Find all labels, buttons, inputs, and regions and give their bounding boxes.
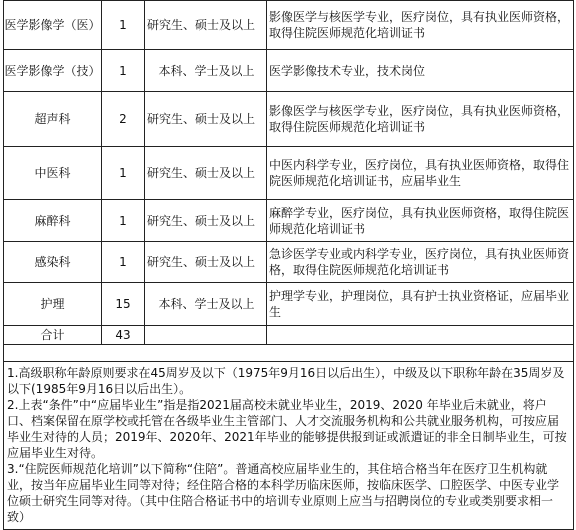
table-row bbox=[4, 283, 574, 326]
education-requirement: 研究生、硕士及以上 bbox=[145, 1, 267, 50]
recruitment-table-sheet bbox=[3, 0, 573, 524]
headcount: 15 bbox=[102, 283, 145, 326]
position-requirement: 医学影像技术专业，技术岗位 bbox=[267, 50, 574, 92]
table-row bbox=[4, 200, 574, 242]
total-label: 合计 bbox=[4, 326, 102, 345]
blank-cell bbox=[4, 345, 574, 362]
position-name: 护理 bbox=[4, 283, 102, 326]
headcount: 1 bbox=[102, 147, 145, 200]
position-requirement: 中医内科学专业，医疗岗位，具有执业医师资格，取得住院医师规范化培训证书，应届毕业生 bbox=[267, 147, 574, 200]
total-value: 43 bbox=[102, 326, 145, 345]
notes-row bbox=[4, 362, 574, 530]
spacer-row bbox=[4, 345, 574, 362]
total-row bbox=[4, 326, 574, 345]
notes-cell bbox=[4, 362, 574, 530]
headcount: 1 bbox=[102, 242, 145, 283]
table-row bbox=[4, 147, 574, 200]
education-requirement: 本科、学士及以上 bbox=[145, 50, 267, 92]
position-requirement: 影像医学与核医学专业，医疗岗位，具有执业医师资格，取得住院医师规范化培训证书 bbox=[267, 92, 574, 147]
headcount: 2 bbox=[102, 92, 145, 147]
table-row bbox=[4, 92, 574, 147]
total-empty-cell bbox=[145, 326, 267, 345]
position-name: 中医科 bbox=[4, 147, 102, 200]
education-requirement: 研究生、硕士及以上 bbox=[145, 92, 267, 147]
headcount: 1 bbox=[102, 1, 145, 50]
headcount: 1 bbox=[102, 200, 145, 242]
position-requirement: 急诊医学专业或内科学专业，医疗岗位，具有执业医师资格，取得住院医师规范化培训证书 bbox=[267, 242, 574, 283]
position-name: 超声科 bbox=[4, 92, 102, 147]
table-row bbox=[4, 1, 574, 50]
note-3: 3.“住院医师规范化培训”以下简称“住陪”。普通高校应届毕业生的，其住培合格当年在医疗卫生机构就业，按当年应届毕业生同等对待；经住陪合格的本科学历临床医师，按临床医学、口腔医学、中医专业学位硕士研究生同等对待。（其中住陪合格证书中的培训专业原则上应当与招聘岗位的专业或类别要求相一致） bbox=[7, 462, 560, 524]
education-requirement: 本科、学士及以上 bbox=[145, 283, 267, 326]
position-requirement: 麻醉学专业，医疗岗位，具有执业医师资格，取得住院医师规范化培训证书 bbox=[267, 200, 574, 242]
table-row bbox=[4, 50, 574, 92]
education-requirement: 研究生、硕士及以上 bbox=[145, 242, 267, 283]
note-1: 1.高级职称年龄原则要求在45周岁及以下（1975年9月16日以后出生），中级及以下职称年龄在35周岁及以下(1985年9月16日以后出生）。 bbox=[7, 366, 565, 396]
education-requirement: 研究生、硕士及以上 bbox=[145, 200, 267, 242]
position-requirement: 影像医学与核医学专业，医疗岗位，具有执业医师资格，取得住院医师规范化培训证书 bbox=[267, 1, 574, 50]
note-2: 2.上表“条件”中“应届毕业生”指是指2021届高校未就业毕业生，2019、2020 年毕业后未就业，将户口、档案保留在原学校或托管在各级毕业生主管部门、人才交流服务机构和公共就业服务机构，可按应届毕业生对待的人员；2019年、2020年、2021年毕业的能够提供报到证或派遣证的非全日制毕业生，可按应届毕业生对待。 bbox=[7, 398, 567, 460]
total-empty-cell bbox=[267, 326, 574, 345]
headcount: 1 bbox=[102, 50, 145, 92]
position-name: 医学影像学（技） bbox=[4, 50, 102, 92]
position-name: 感染科 bbox=[4, 242, 102, 283]
positions-table bbox=[3, 0, 574, 530]
position-name: 医学影像学（医） bbox=[4, 1, 102, 50]
education-requirement: 研究生、硕士及以上 bbox=[145, 147, 267, 200]
table-row bbox=[4, 242, 574, 283]
position-name: 麻醉科 bbox=[4, 200, 102, 242]
position-requirement: 护理学专业，护理岗位，具有护士执业资格证，应届毕业生 bbox=[267, 283, 574, 326]
